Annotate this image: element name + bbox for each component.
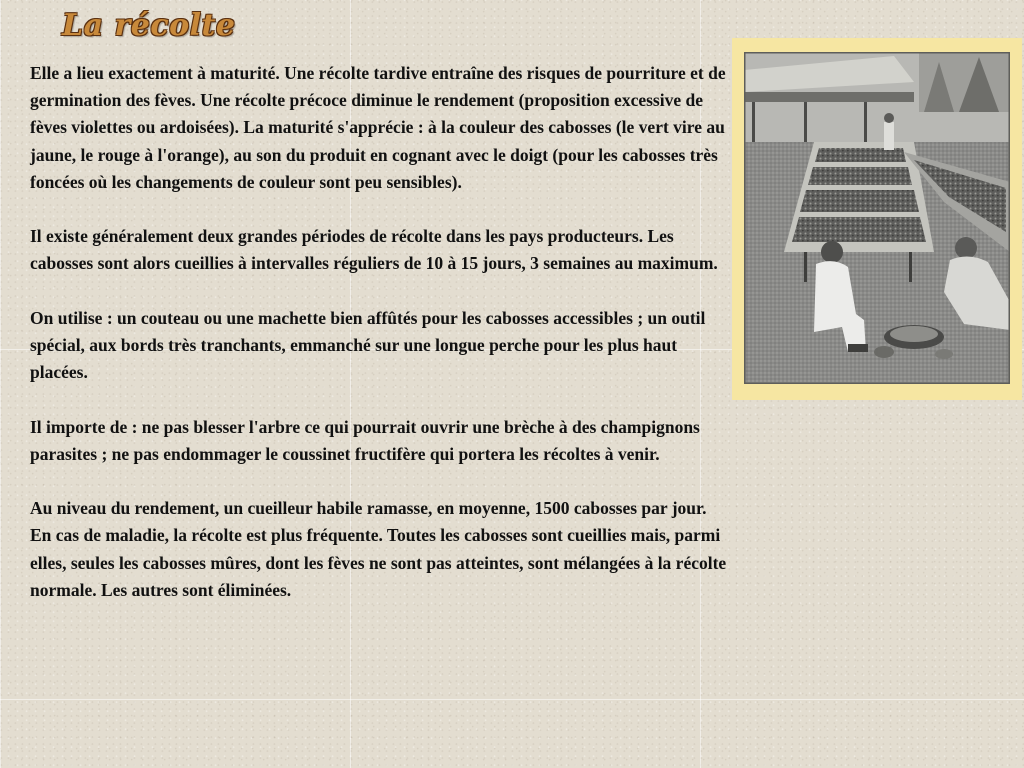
paragraph-precautions: Il importe de : ne pas blesser l'arbre ce qui pourrait ouvrir une brèche à des champignons parasites ; ne pas endommager le coussinet fructifère qui portera les récoltes à venir. xyxy=(30,416,700,464)
harvest-photo xyxy=(744,52,1010,384)
paragraph-maturity: Elle a lieu exactement à maturité. Une récolte tardive entraîne des risques de pourriture et de germination des fèves. Une récolte précoce diminue le rendement (proposition excessive de fèves violettes ou ardoisées). La maturité s'apprécie : à la couleur des cabosses (le vert vire au jaune, le rouge à l'orange), au son du produit en cognant avec le doigt (pour les cabosses très foncées où les changements de couleur sont peu sensibles). xyxy=(30,63,726,192)
page-title: La récolte xyxy=(62,8,236,43)
photo-frame xyxy=(732,38,1022,400)
paragraph-periods: Il existe généralement deux grandes périodes de récolte dans les pays producteurs. Les cabosses sont alors cueillies à intervalles réguliers de 10 à 15 jours, 3 semaines au maximum. xyxy=(30,226,718,274)
paragraph-tools: On utilise : un couteau ou une machette bien affûtés pour les cabosses accessibles ; un outil spécial, aux bords très tranchants, emmanché sur une longue perche pour les plus haut placées. xyxy=(30,307,706,383)
body-text xyxy=(30,60,730,631)
paragraph-yield: Au niveau du rendement, un cueilleur habile ramasse, en moyenne, 1500 cabosses par jour. En cas de maladie, la récolte est plus fréquente. Toutes les cabosses sont cueillies mais, parmi elles, seules les cabosses mûres, dont les fèves ne sont pas atteintes, sont mélangées à la récolte normale. Les autres sont éliminées. xyxy=(30,498,727,600)
